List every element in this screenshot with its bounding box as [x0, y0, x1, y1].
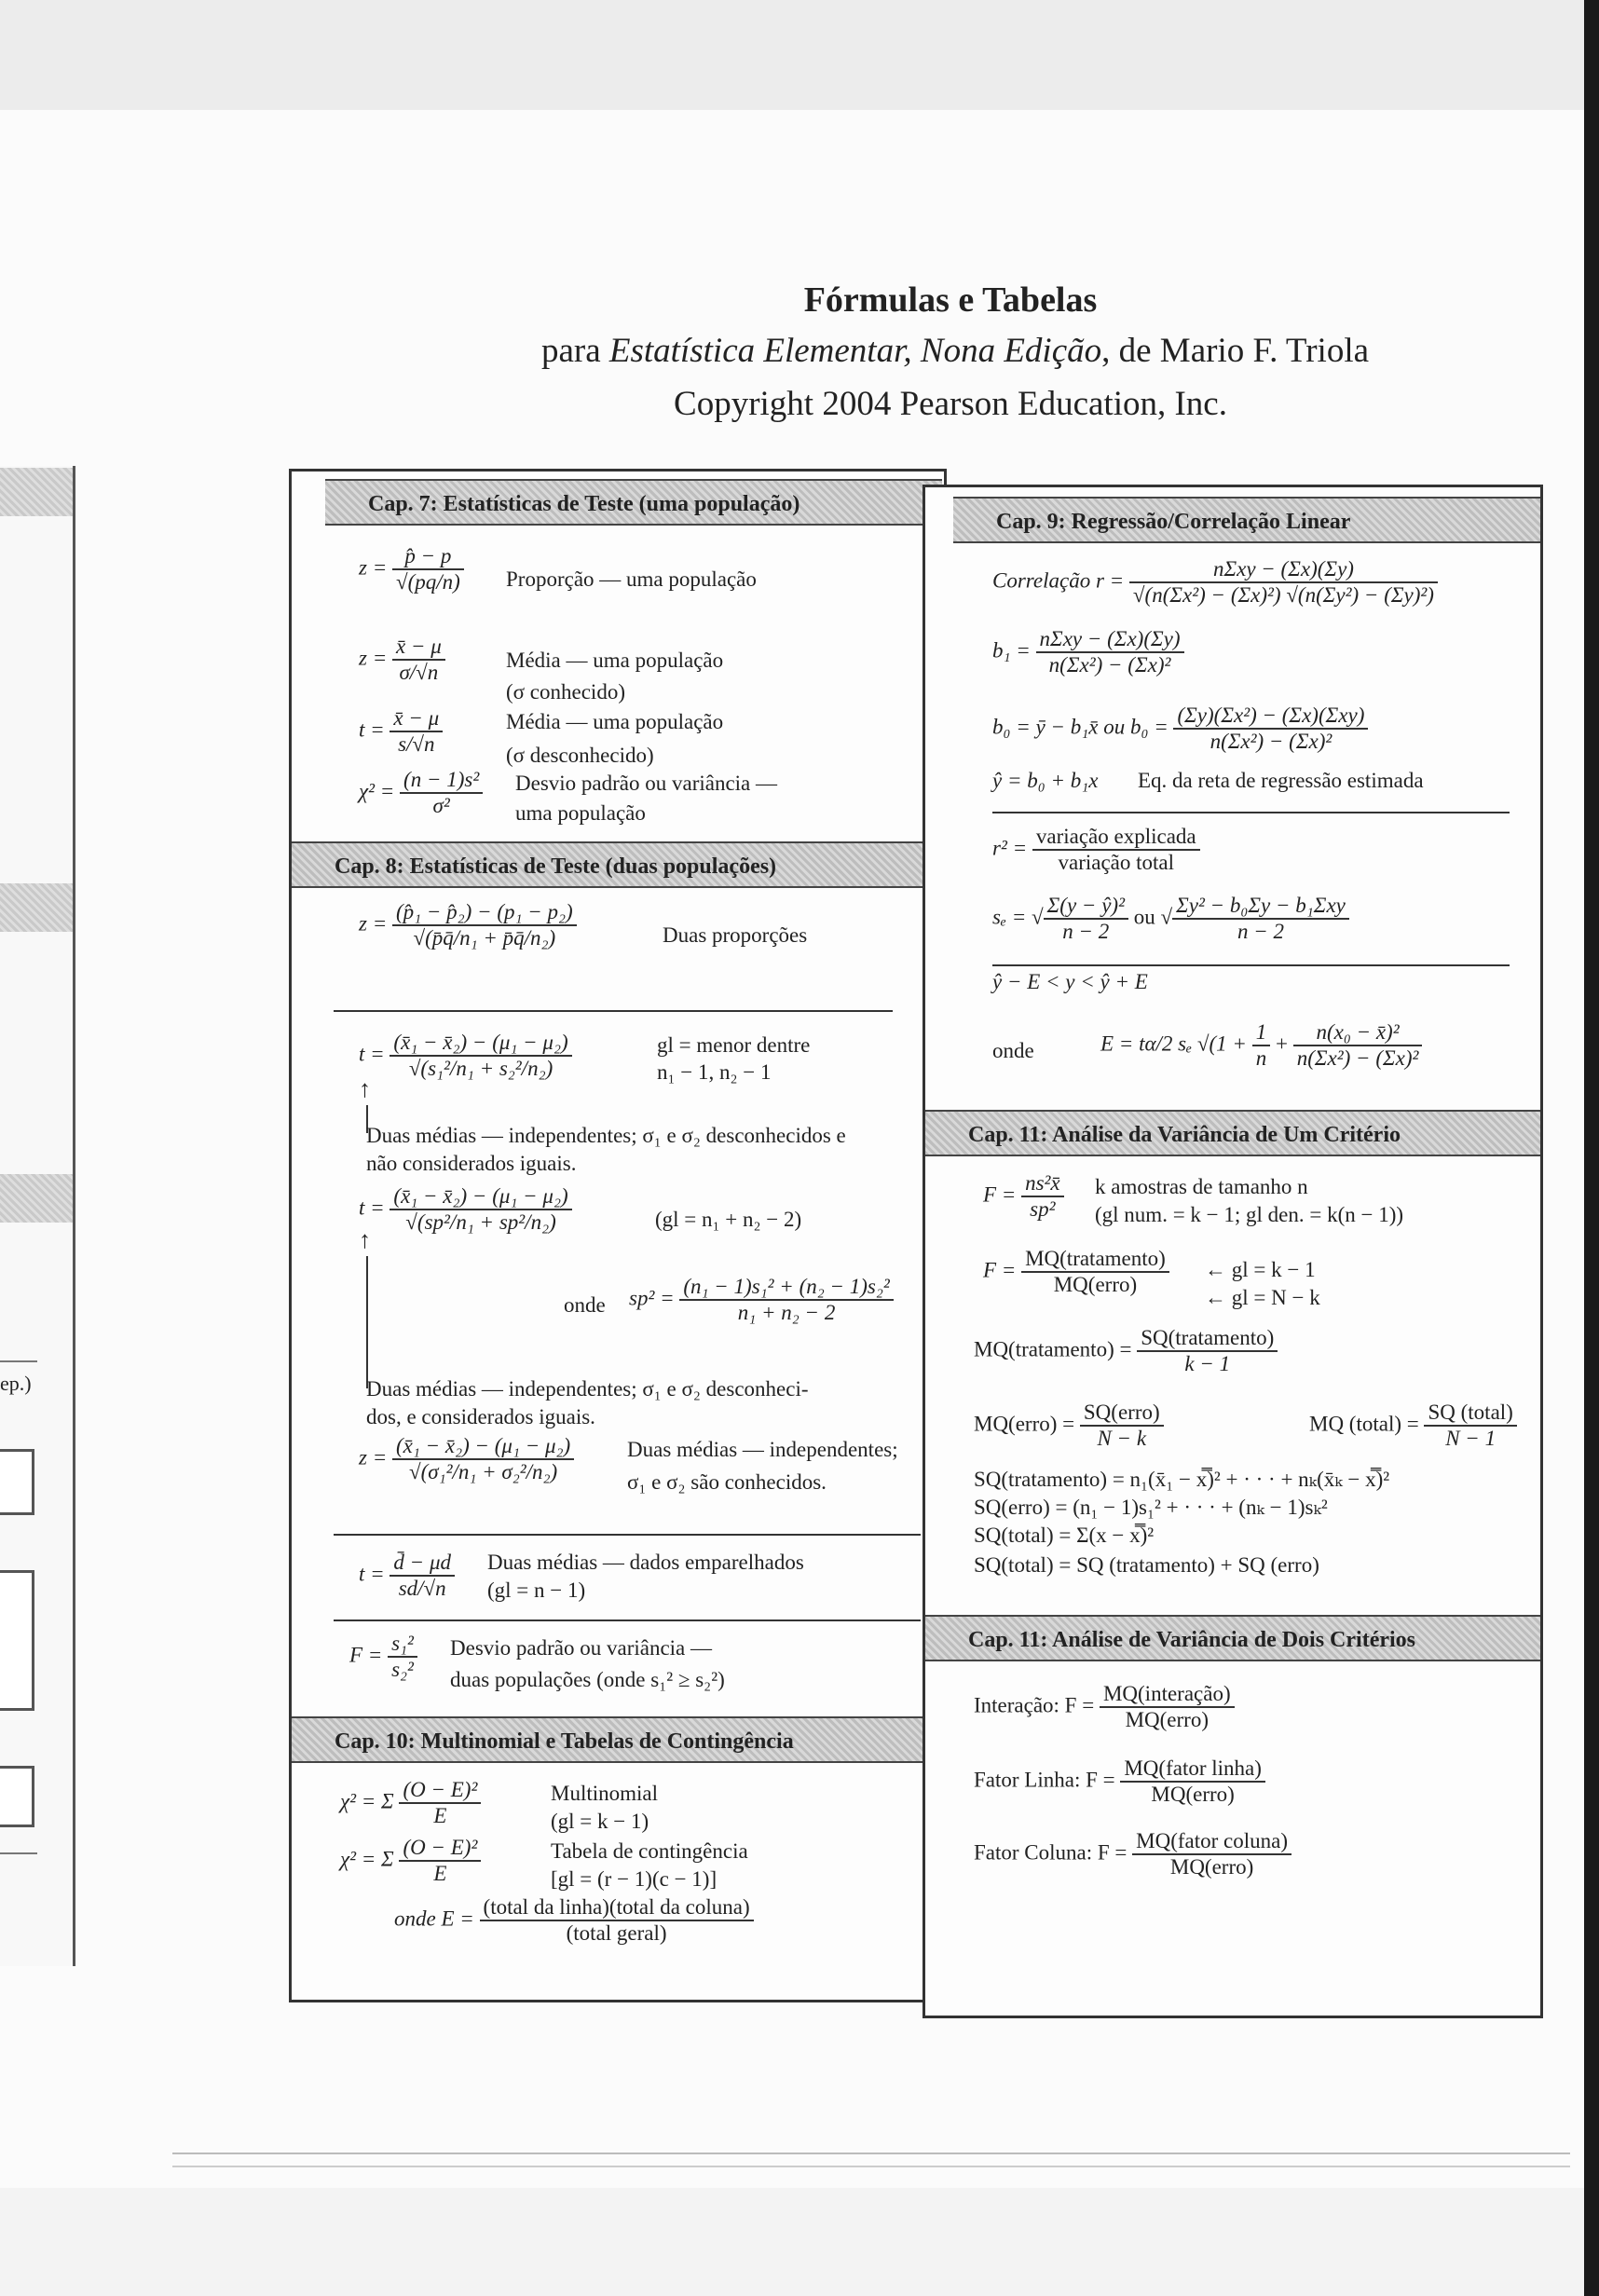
- formula-sq-total: SQ(total) = Σ(x − x̿)²: [974, 1524, 1155, 1547]
- formula-correlation: Correlação r = $\frac{\text{nΣxy − (Σx)(Σy)}}{\text{√(n(Σx²) − (Σx)²) √(n(Σy²) − (Σy)²)}}$: [992, 557, 1438, 608]
- formula-sq-treatment: SQ(tratamento) = n₁(x̄₁ − x̿)² + · · · + nₖ(x̄ₖ − x̿)²: [974, 1468, 1390, 1491]
- formula-mq-error: MQ(erro) = $\frac{\text{SQ(erro)}}{N - k}$: [974, 1401, 1164, 1451]
- left-page-rule: [0, 1360, 37, 1362]
- left-page-box: [0, 1449, 34, 1515]
- left-page-rule: [0, 1852, 37, 1854]
- formula-t-paired: t = $\frac{d̄ - \mu d}{sd/√n}$: [359, 1551, 455, 1601]
- formula-f-interaction: Interação: F = $\frac{\text{MQ(interação)}}{\text{MQ(erro)}}$: [974, 1682, 1235, 1732]
- left-page-box: [0, 1570, 34, 1711]
- formula-f-one-way-2: F = $\frac{\text{MQ(tratamento)}}{\text{MQ(erro)}}$: [983, 1247, 1169, 1297]
- formula-f-row-factor: Fator Linha: F = $\frac{\text{MQ(fator linha)}}{\text{MQ(erro)}}$: [974, 1756, 1265, 1807]
- gl-denominator: ← gl = N − k: [1205, 1286, 1320, 1309]
- note-unequal-2: não considerados iguais.: [366, 1152, 577, 1175]
- formula-sq-error: SQ(erro) = (n₁ − 1)s₁² + · · · + (nₖ − 1)sₖ²: [974, 1496, 1328, 1519]
- formula-mq-total: MQ (total) = $\frac{\text{SQ (total)}}{N - 1}$: [1309, 1401, 1517, 1451]
- column-divider: [922, 485, 925, 1997]
- formula-sq-total-sum: SQ(total) = SQ (tratamento) + SQ (erro): [974, 1553, 1319, 1577]
- gl-pooled: (gl = n₁ + n₂ − 2): [655, 1208, 802, 1231]
- formula-chi-square: χ² = $\frac{\text{(n − 1)s²}}{\text{σ²}}$: [359, 768, 483, 818]
- desc-t-mean-2: (σ desconhecido): [506, 744, 654, 767]
- left-page-band: [0, 468, 73, 516]
- desc-multinomial-2: (gl = k − 1): [551, 1810, 649, 1833]
- section-heading-cap11-one-way: Cap. 11: Análise da Variância de Um Critério: [925, 1110, 1540, 1156]
- note-pooled-2: dos, e considerados iguais.: [366, 1405, 595, 1428]
- left-page-fragment: [0, 466, 75, 1966]
- connector-line: [366, 1256, 368, 1388]
- interval-onde: onde: [992, 1039, 1034, 1062]
- desc-f-one-way-2: (gl num. = k − 1; gl den. = k(n − 1)): [1095, 1203, 1404, 1226]
- desc-z-two-means-1: Duas médias — independentes;: [627, 1438, 898, 1461]
- desc-z-mean-2: (σ conhecido): [506, 680, 625, 704]
- left-page-band: [0, 883, 73, 932]
- formula-regression-line: ŷ = b₀ + b₁x: [992, 769, 1099, 792]
- left-page-band: [0, 1174, 73, 1223]
- formula-t-unequal: t = $\frac{\text{(x̄₁ − x̄₂) − (μ₁ − μ₂)}}{\text{√(s₁²/n₁ + s₂²/n₂)}}$: [359, 1031, 572, 1081]
- note-pooled-1: Duas médias — independentes; σ₁ e σ₂ desconheci-: [366, 1377, 809, 1401]
- divider: [334, 1620, 921, 1621]
- section-heading-cap10: Cap. 10: Multinomial e Tabelas de Contingência: [292, 1716, 942, 1763]
- formula-z-proportion: z = $\frac{p̂ - p}{√(pq/n)}$: [359, 544, 464, 594]
- formula-b0: b₀ = ȳ − b₁x̄ ou b₀ = $\frac{\text{(Σy)(Σx²) − (Σx)(Σxy)}}{\text{n(Σx²) − (Σx)²}}$: [992, 704, 1368, 754]
- left-formula-panel: [289, 469, 947, 2002]
- formula-standard-error: sₑ = √ $\frac{\text{Σ(y − ŷ)²}}{n - 2}$ ou √ $\frac{\text{Σy² − b₀Σy − b₁Σxy}}{n - 2}$: [992, 894, 1349, 944]
- formula-z-two-proportions: z = $\frac{\text{(p̂₁ − p̂₂) − (p₁ − p₂)}}{\text{√(p̄q̄/n₁ + p̄q̄/n₂)}}$: [359, 900, 577, 950]
- right-formula-panel: [922, 485, 1543, 2018]
- gl-unequal-1: gl = menor dentre: [657, 1033, 811, 1057]
- desc-z-proportion: Proporção — uma população: [506, 567, 757, 591]
- desc-t-mean-1: Média — uma população: [506, 710, 724, 733]
- desc-multinomial-1: Multinomial: [551, 1782, 658, 1805]
- divider: [334, 1010, 893, 1012]
- formula-t-mean: t = $\frac{x̄ - \mu}{s/√n}$: [359, 706, 443, 757]
- left-page-text: ep.): [0, 1372, 32, 1395]
- formula-r-squared: r² = $\frac{\text{variação explicada}}{\text{variação total}}$: [992, 825, 1200, 875]
- desc-z-mean-1: Média — uma população: [506, 649, 724, 672]
- desc-f-two-variances-1: Desvio padrão ou variância —: [450, 1636, 713, 1660]
- formula-t-pooled: t = $\frac{\text{(x̄₁ − x̄₂) − (μ₁ − μ₂)}}{\text{√(sp²/n₁ + sp²/n₂)}}$: [359, 1184, 572, 1235]
- section-heading-cap11-two-way: Cap. 11: Análise de Variância de Dois Critérios: [925, 1615, 1540, 1661]
- note-unequal-1: Duas médias — independentes; σ₁ e σ₂ desconhecidos e: [366, 1124, 846, 1147]
- formula-f-column-factor: Fator Coluna: F = $\frac{\text{MQ(fator coluna)}}{\text{MQ(erro)}}$: [974, 1829, 1292, 1879]
- formula-margin-of-error: E = tα/2 sₑ √(1 + $\frac{1}{n}$ + $\frac{\text{n(x₀ − x̄)²}}{\text{n(Σx²) − (Σx)²}}$: [1100, 1020, 1422, 1071]
- formula-z-mean: z = $\frac{x̄ - \mu}{\sigma/√n}$: [359, 635, 445, 685]
- gl-numerator: ← gl = k − 1: [1205, 1258, 1316, 1281]
- desc-contingency-2: [gl = (r − 1)(c − 1)]: [551, 1867, 718, 1891]
- copyright-line: Copyright 2004 Pearson Education, Inc.: [674, 385, 1227, 423]
- desc-f-two-variances-2: duas populações (onde s₁² ≥ s₂²): [450, 1668, 725, 1691]
- section-heading-cap9: Cap. 9: Regressão/Correlação Linear: [953, 497, 1540, 543]
- section-heading-cap8: Cap. 8: Estatísticas de Teste (duas populações): [292, 841, 942, 888]
- desc-paired-1: Duas médias — dados emparelhados: [487, 1551, 804, 1574]
- desc-contingency-1: Tabela de contingência: [551, 1839, 748, 1863]
- formula-mq-treatment: MQ(tratamento) = $\frac{\text{SQ(tratamento)}}{k - 1}$: [974, 1326, 1278, 1376]
- formula-chi-multinomial: χ² = Σ $\frac{\text{(O − E)²}}{E}$: [340, 1778, 481, 1828]
- section-heading-cap7: Cap. 7: Estatísticas de Teste (uma população): [325, 479, 942, 526]
- page-title: Fórmulas e Tabelas: [803, 280, 1098, 320]
- formula-f-two-variances: F = $\frac{\text{s₁²}}{\text{s₂²}}$: [349, 1632, 417, 1682]
- formula-b1: b₁ = $\frac{\text{nΣxy − (Σx)(Σy)}}{\text{n(Σx²) − (Σx)²}}$: [992, 627, 1184, 677]
- desc-two-proportions: Duas proporções: [663, 923, 808, 947]
- formula-pooled-variance: sp² = $\frac{\text{(n₁ − 1)s₁² + (n₂ − 1)s₂²}}{\text{n₁ + n₂ − 2}}$: [629, 1275, 894, 1325]
- pooled-onde: onde: [564, 1293, 606, 1317]
- scan-background: [0, 0, 1599, 112]
- desc-chi-1: Desvio padrão ou variância —: [515, 772, 778, 795]
- desc-regression-line: Eq. da reta de regressão estimada: [1138, 769, 1424, 792]
- arrow-up-icon: ↑: [359, 1075, 371, 1102]
- page-subtitle: para Estatística Elementar, Nona Edição, de Mario F. Triola: [540, 332, 1370, 370]
- desc-paired-2: (gl = n − 1): [487, 1578, 586, 1602]
- arrow-up-icon: ↑: [359, 1226, 371, 1253]
- desc-z-two-means-2: σ₁ e σ₂ são conhecidos.: [627, 1470, 827, 1494]
- formula-chi-contingency: χ² = Σ $\frac{\text{(O − E)²}}{E}$: [340, 1836, 481, 1886]
- gl-unequal-2: n₁ − 1, n₂ − 1: [657, 1060, 772, 1084]
- divider: [992, 964, 1510, 966]
- desc-f-one-way-1: k amostras de tamanho n: [1095, 1175, 1308, 1198]
- left-page-box: [0, 1766, 34, 1827]
- divider: [992, 812, 1510, 813]
- formula-prediction-interval: ŷ − E < y < ŷ + E: [992, 970, 1148, 993]
- formula-expected-frequency: onde E = $\frac{\text{(total da linha)(total da coluna)}}{\text{(total geral)}}$: [394, 1895, 754, 1946]
- page-bottom-edge: [172, 2152, 1570, 2167]
- formula-f-one-way-1: F = $\frac{\text{ns²x̄}}{\text{sp²}}$: [983, 1171, 1064, 1222]
- desc-chi-2: uma população: [515, 801, 646, 825]
- divider: [334, 1534, 921, 1536]
- formula-z-two-means: z = $\frac{\text{(x̄₁ − x̄₂) − (μ₁ − μ₂)}}{\text{√(σ₁²/n₁ + σ₂²/n₂)}}$: [359, 1434, 574, 1484]
